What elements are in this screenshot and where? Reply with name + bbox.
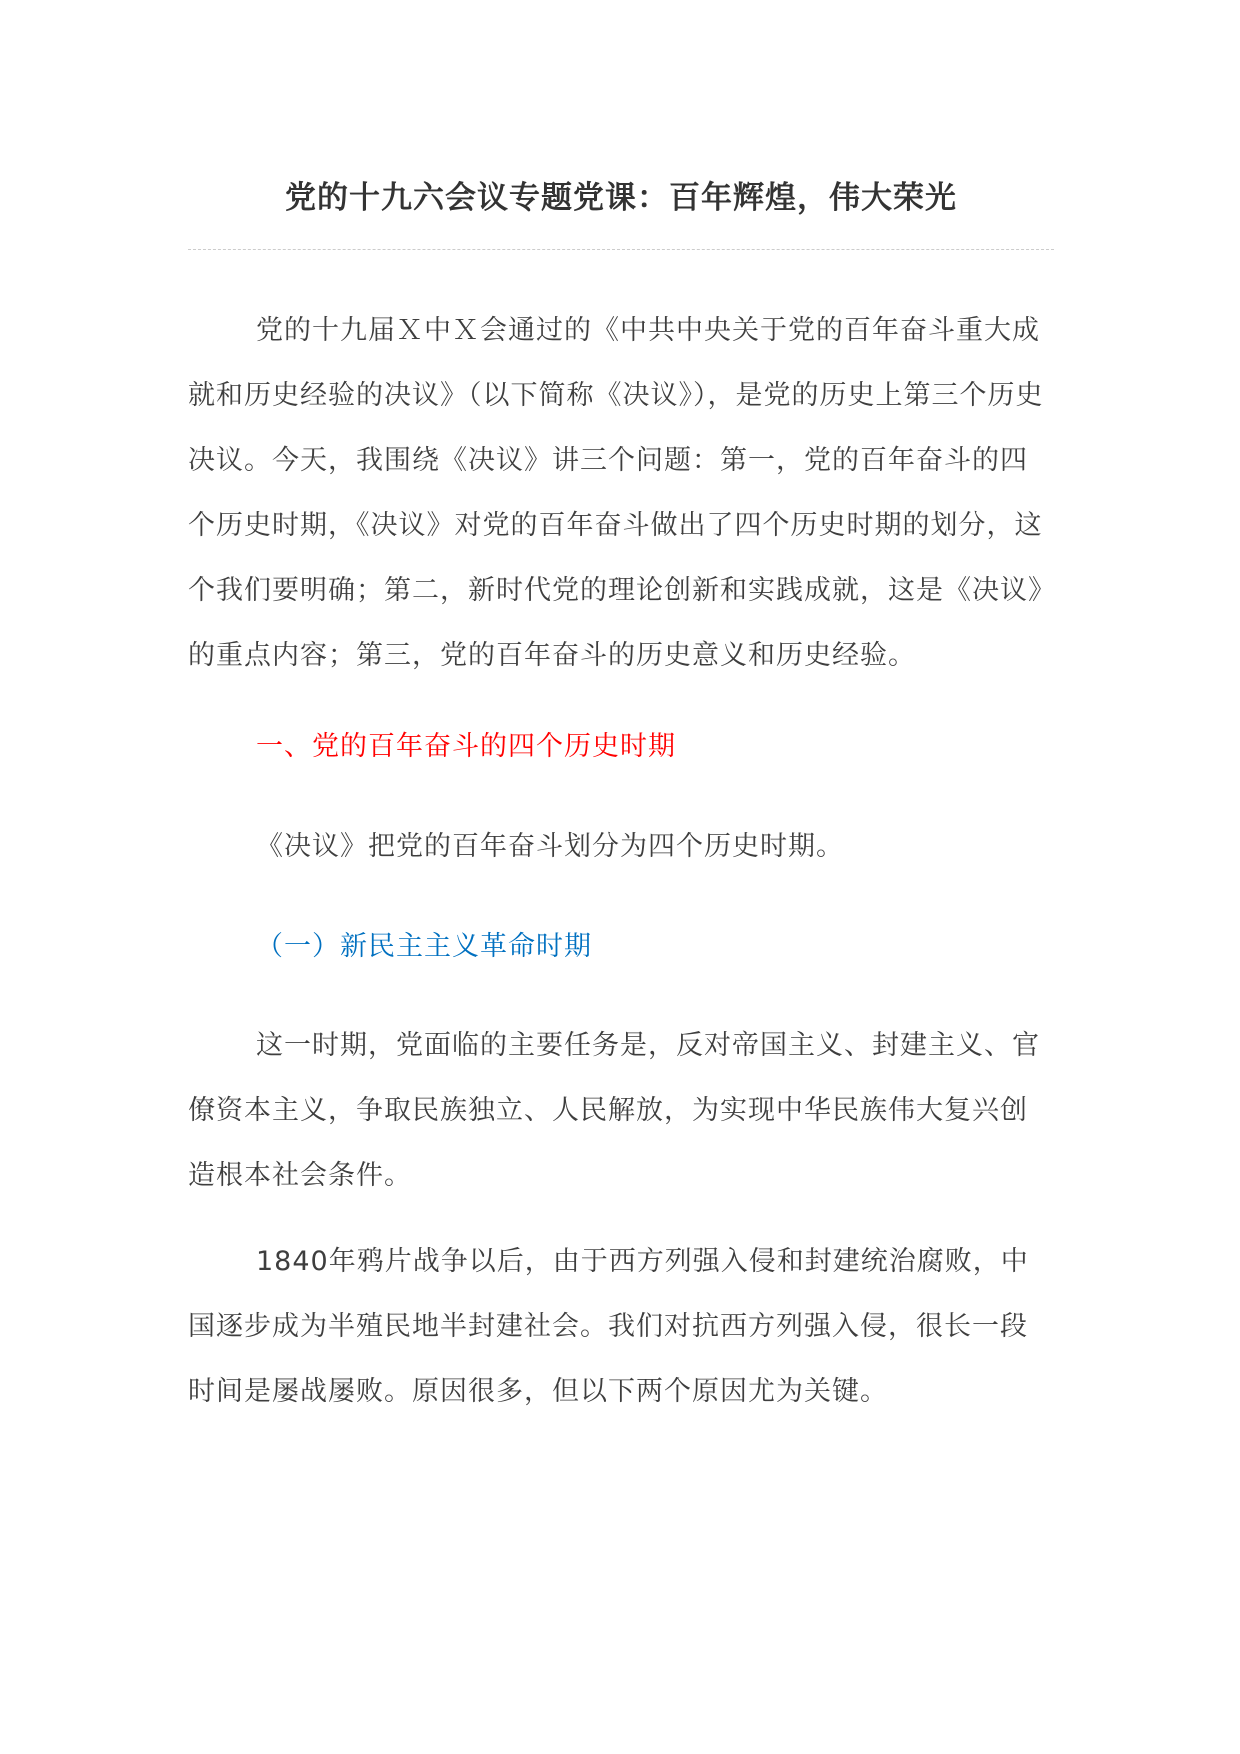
intro-paragraph: 党的十九届Ｘ中Ｘ会通过的《中共中央关于党的百年奋斗重大成就和历史经验的决议》（以下简称《决议》），是党的历史上第三个历史决议。今天，我围绕《决议》讲三个问题：第一，党的百年奋斗的四个历史时期，《决议》对党的百年奋斗做出了四个历史时期的划分，这个我们要明确；第二，新时代党的理论创新和实践成就，这是《决议》的重点内容；第三，党的百年奋斗的历史意义和历史经验。: [188, 315, 1044, 671]
section-heading-1: 一、党的百年奋斗的四个历史时期: [256, 731, 676, 762]
body-paragraph-1: 这一时期，党面临的主要任务是，反对帝国主义、封建主义、官僚资本主义，争取民族独立、人民解放，为实现中华民族伟大复兴创造根本社会条件。: [188, 1030, 1040, 1191]
title-divider: [188, 249, 1054, 250]
body-paragraph-2: 1840年鸦片战争以后，由于西方列强入侵和封建统治腐败，中国逐步成为半殖民地半封建社会。我们对抗西方列强入侵，很长一段时间是屡战屡败。原因很多，但以下两个原因尤为关键。: [188, 1246, 1029, 1407]
document-title: 党的十九六会议专题党课：百年辉煌，伟大荣光: [285, 180, 957, 216]
section-lead-paragraph: 《决议》把党的百年奋斗划分为四个历史时期。: [256, 831, 844, 862]
subsection-heading-1: （一）新民主主义革命时期: [256, 931, 592, 962]
